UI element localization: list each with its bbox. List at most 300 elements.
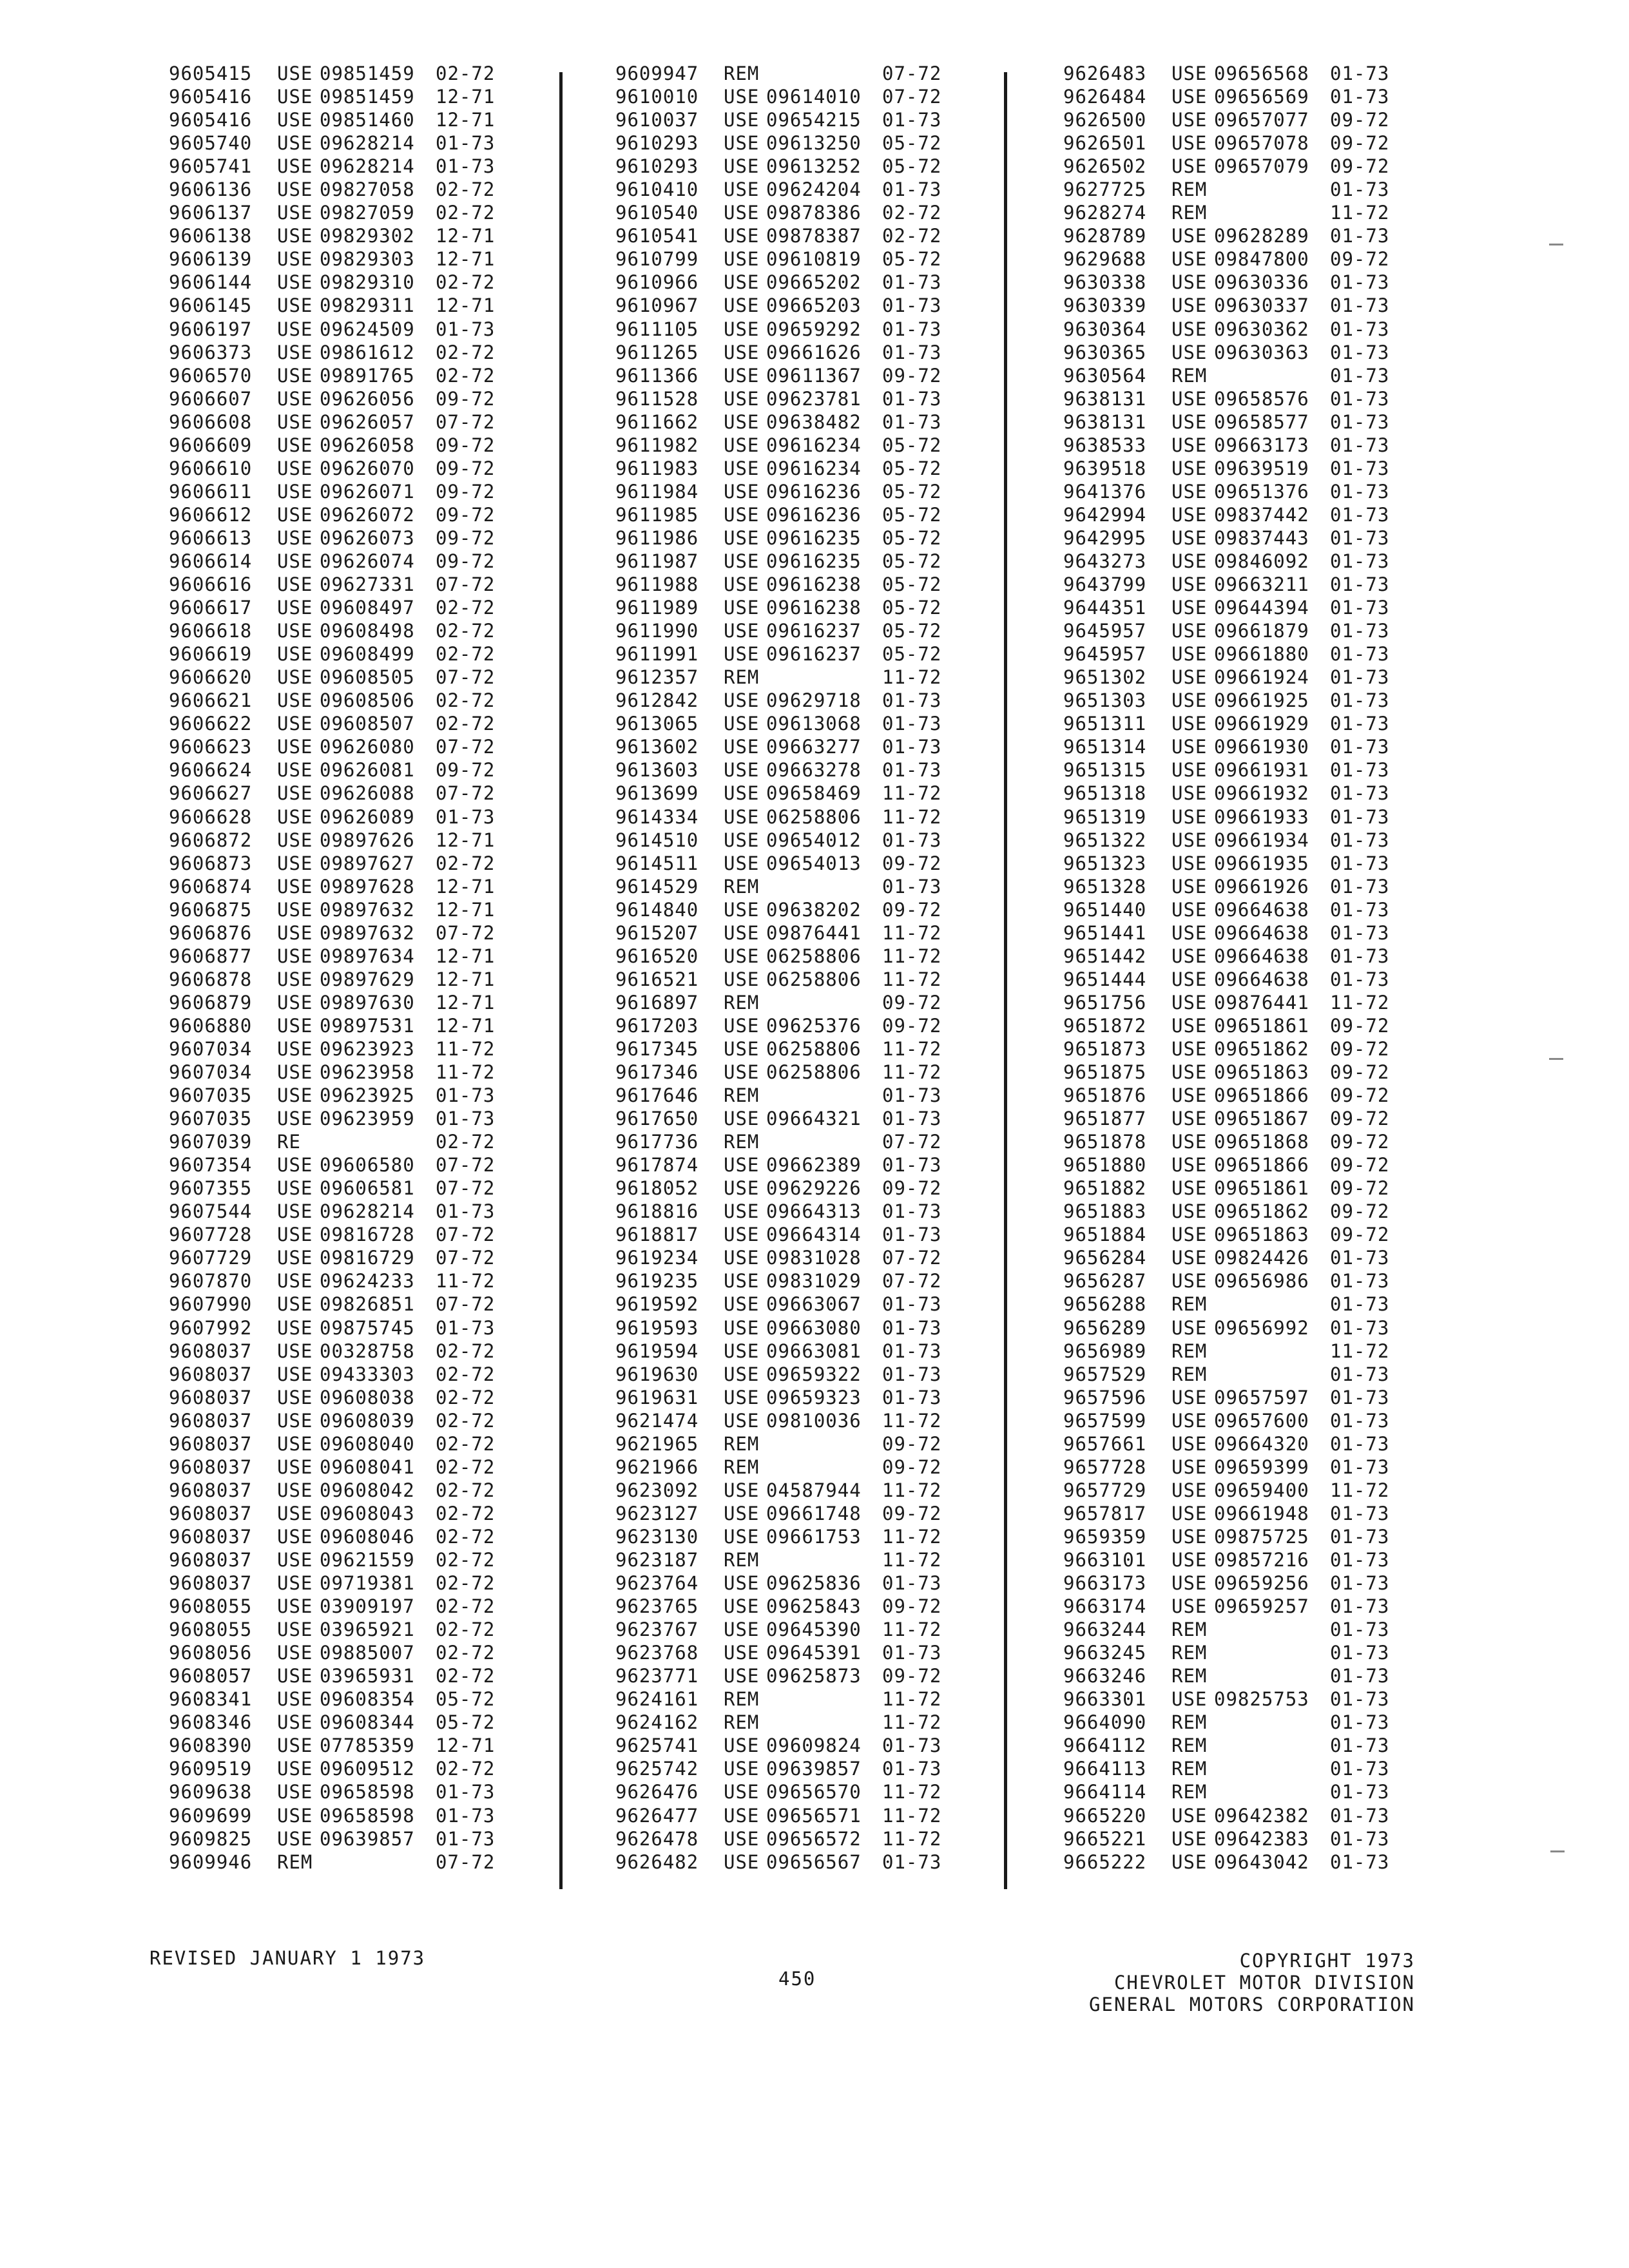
replacement-number: 09897627 [320, 852, 415, 874]
action-code: USE [277, 1804, 313, 1827]
part-number: 9608037 [169, 1386, 253, 1408]
replacement-number: 09878387 [766, 225, 862, 247]
action-code: USE [1171, 1247, 1208, 1269]
parts-row [1063, 596, 1401, 619]
parts-row [615, 224, 953, 247]
part-number: 9606607 [169, 387, 253, 410]
parts-row [615, 1037, 953, 1061]
action-code: RE [277, 1131, 301, 1153]
effective-date: 11-72 [882, 782, 942, 805]
parts-row [1063, 712, 1401, 735]
effective-date: 02-72 [436, 1642, 496, 1664]
effective-date: 12-71 [436, 829, 496, 851]
margin-mark [1549, 1058, 1563, 1060]
part-number: 9606875 [169, 898, 253, 921]
effective-date: 09-72 [1330, 1154, 1390, 1177]
parts-row [169, 247, 506, 271]
part-number: 9623767 [615, 1619, 699, 1641]
action-code: USE [1171, 550, 1208, 572]
action-code: USE [724, 1409, 760, 1432]
effective-date: 11-72 [1330, 1340, 1390, 1362]
part-number: 9606877 [169, 945, 253, 967]
replacement-number: 09651863 [1214, 1224, 1309, 1246]
effective-date: 01-73 [1330, 852, 1390, 874]
parts-row [1063, 1107, 1401, 1130]
effective-date: 07-72 [436, 1247, 496, 1269]
replacement-number: 09663067 [766, 1293, 862, 1316]
part-number: 9663245 [1063, 1642, 1147, 1664]
parts-row [615, 735, 953, 758]
action-code: USE [1171, 1595, 1208, 1618]
replacement-number: 09658598 [320, 1781, 415, 1803]
part-number: 9607992 [169, 1316, 253, 1339]
parts-row [615, 1014, 953, 1037]
action-code: USE [277, 1456, 313, 1478]
action-code: USE [1171, 410, 1208, 433]
part-number: 9651323 [1063, 852, 1147, 874]
part-number: 9611265 [615, 341, 699, 363]
parts-row [1063, 1153, 1401, 1177]
effective-date: 12-71 [436, 86, 496, 108]
effective-date: 09-72 [1330, 1037, 1390, 1060]
part-number: 9626478 [615, 1827, 699, 1850]
action-code: USE [724, 1781, 760, 1803]
parts-row [169, 945, 506, 968]
effective-date: 09-72 [882, 1456, 942, 1478]
part-number: 9651442 [1063, 945, 1147, 967]
effective-date: 01-73 [1330, 759, 1390, 782]
replacement-number: 09656992 [1214, 1316, 1309, 1339]
action-code: USE [1171, 271, 1208, 294]
replacement-number: 09664314 [766, 1224, 862, 1246]
action-code: USE [277, 782, 313, 805]
action-code: USE [277, 1014, 313, 1037]
part-number: 9657729 [1063, 1479, 1147, 1501]
action-code: USE [277, 875, 313, 898]
action-code: USE [1171, 480, 1208, 503]
replacement-number: 09656569 [1214, 86, 1309, 108]
parts-row [169, 689, 506, 712]
action-code: USE [724, 550, 760, 572]
replacement-number: 09616238 [766, 573, 862, 596]
parts-row [169, 1850, 506, 1874]
effective-date: 09-72 [882, 1014, 942, 1037]
parts-row [169, 1827, 506, 1850]
parts-row [169, 1293, 506, 1316]
replacement-number: 09837443 [1214, 526, 1309, 549]
action-code: USE [724, 155, 760, 178]
parts-row [1063, 642, 1401, 666]
parts-row [169, 1107, 506, 1130]
parts-row [615, 689, 953, 712]
effective-date: 07-72 [882, 62, 942, 84]
action-code: USE [277, 1549, 313, 1571]
action-code: USE [277, 921, 313, 944]
part-number: 9607035 [169, 1084, 253, 1107]
parts-row [615, 526, 953, 550]
parts-row [1063, 131, 1401, 155]
replacement-number: 09878386 [766, 202, 862, 224]
effective-date: 01-73 [436, 132, 496, 155]
action-code: USE [1171, 1479, 1208, 1501]
replacement-number: 09663080 [766, 1316, 862, 1339]
part-number: 9611986 [615, 526, 699, 549]
replacement-number: 09624233 [320, 1270, 415, 1293]
part-number: 9642995 [1063, 526, 1147, 549]
effective-date: 01-73 [1330, 1409, 1390, 1432]
effective-date: 01-73 [882, 1293, 942, 1316]
action-code: USE [724, 109, 760, 131]
replacement-number: 09659256 [1214, 1572, 1309, 1595]
part-number: 9623092 [615, 1479, 699, 1501]
action-code: USE [277, 155, 313, 178]
parts-row [169, 526, 506, 550]
action-code: USE [277, 666, 313, 689]
effective-date: 11-72 [1330, 202, 1390, 224]
action-code: USE [724, 689, 760, 712]
replacement-number: 09661931 [1214, 759, 1309, 782]
effective-date: 02-72 [882, 202, 942, 224]
action-code: USE [1171, 1386, 1208, 1408]
part-number: 9609638 [169, 1781, 253, 1803]
replacement-number: 09810036 [766, 1409, 862, 1432]
part-number: 9619631 [615, 1386, 699, 1408]
replacement-number: 09661929 [1214, 713, 1309, 735]
parts-row [615, 1246, 953, 1269]
effective-date: 01-73 [1330, 1270, 1390, 1293]
replacement-number: 09897531 [320, 1014, 415, 1037]
part-number: 9657596 [1063, 1386, 1147, 1408]
part-number: 9663244 [1063, 1619, 1147, 1641]
part-number: 9614511 [615, 852, 699, 874]
action-code: USE [724, 1014, 760, 1037]
replacement-number: 09608039 [320, 1409, 415, 1432]
action-code: REM [1171, 1619, 1208, 1641]
part-number: 9651319 [1063, 805, 1147, 828]
parts-row [169, 85, 506, 108]
effective-date: 11-72 [882, 666, 942, 689]
replacement-number: 09661935 [1214, 852, 1309, 874]
part-number: 9613065 [615, 713, 699, 735]
part-number: 9621965 [615, 1432, 699, 1455]
action-code: USE [277, 991, 313, 1014]
replacement-number: 09663278 [766, 759, 862, 782]
replacement-number: 09663173 [1214, 434, 1309, 456]
replacement-number: 09621559 [320, 1549, 415, 1571]
action-code: USE [277, 1758, 313, 1780]
replacement-number: 06258806 [766, 968, 862, 990]
effective-date: 12-71 [436, 248, 496, 271]
effective-date: 05-72 [436, 1711, 496, 1734]
action-code: USE [724, 852, 760, 874]
effective-date: 01-73 [436, 1804, 496, 1827]
effective-date: 01-73 [1330, 480, 1390, 503]
replacement-number: 09608507 [320, 713, 415, 735]
action-code: USE [277, 503, 313, 526]
effective-date: 07-72 [436, 410, 496, 433]
part-number: 9607728 [169, 1224, 253, 1246]
replacement-number: 09606580 [320, 1154, 415, 1177]
part-number: 9651311 [1063, 713, 1147, 735]
effective-date: 05-72 [882, 155, 942, 178]
part-number: 9606197 [169, 318, 253, 340]
action-code: REM [1171, 1665, 1208, 1687]
action-code: USE [277, 1200, 313, 1223]
replacement-number: 09651863 [1214, 1061, 1309, 1084]
parts-row [615, 410, 953, 434]
parts-row [1063, 1618, 1401, 1641]
replacement-number: 09662389 [766, 1154, 862, 1177]
action-code: USE [1171, 1131, 1208, 1153]
part-number: 9610966 [615, 271, 699, 294]
part-number: 9651440 [1063, 898, 1147, 921]
replacement-number: 09627331 [320, 573, 415, 596]
parts-row [169, 921, 506, 945]
action-code: USE [1171, 666, 1208, 689]
replacement-number: 09616237 [766, 643, 862, 666]
part-number: 9651883 [1063, 1200, 1147, 1223]
replacement-number: 09639857 [766, 1758, 862, 1780]
action-code: USE [724, 898, 760, 921]
replacement-number: 09630337 [1214, 294, 1309, 317]
part-number: 9609519 [169, 1758, 253, 1780]
part-number: 9611991 [615, 643, 699, 666]
copyright-block [1089, 1950, 1415, 2015]
parts-row [1063, 805, 1401, 829]
part-number: 9619593 [615, 1316, 699, 1339]
effective-date: 11-72 [882, 1525, 942, 1548]
part-number: 9619234 [615, 1247, 699, 1269]
action-code: USE [277, 597, 313, 619]
effective-date: 07-72 [436, 782, 496, 805]
parts-row [615, 1850, 953, 1874]
action-code: USE [1171, 597, 1208, 619]
part-number: 9663174 [1063, 1595, 1147, 1618]
part-number: 9606872 [169, 829, 253, 851]
effective-date: 01-73 [1330, 1619, 1390, 1641]
parts-row [615, 898, 953, 921]
action-code: USE [277, 1619, 313, 1641]
effective-date: 01-73 [882, 1200, 942, 1223]
action-code: USE [724, 248, 760, 271]
action-code: REM [1171, 1642, 1208, 1664]
effective-date: 05-72 [882, 457, 942, 479]
part-number: 9607039 [169, 1131, 253, 1153]
parts-row [615, 1525, 953, 1548]
effective-date: 05-72 [882, 620, 942, 642]
part-number: 9623127 [615, 1502, 699, 1524]
part-number: 9606624 [169, 759, 253, 782]
effective-date: 05-72 [882, 132, 942, 155]
revision-date: REVISED JANUARY 1 1973 [149, 1947, 426, 1969]
replacement-number: 09639857 [320, 1827, 415, 1850]
replacement-number: 09826851 [320, 1293, 415, 1316]
action-code: USE [277, 294, 313, 317]
action-code: REM [1171, 1363, 1208, 1385]
parts-row [615, 1061, 953, 1084]
effective-date: 01-73 [1330, 643, 1390, 666]
action-code: USE [277, 86, 313, 108]
action-code: USE [1171, 713, 1208, 735]
action-code: USE [724, 1502, 760, 1524]
parts-row [169, 1363, 506, 1386]
replacement-number: 09651866 [1214, 1154, 1309, 1177]
part-number: 9651882 [1063, 1177, 1147, 1200]
parts-row [1063, 1130, 1401, 1153]
action-code: USE [277, 1781, 313, 1803]
action-code: REM [1171, 1711, 1208, 1734]
effective-date: 05-72 [882, 503, 942, 526]
parts-row [1063, 875, 1401, 898]
action-code: REM [724, 1456, 760, 1478]
replacement-number: 09651867 [1214, 1108, 1309, 1130]
replacement-number: 09665203 [766, 294, 862, 317]
parts-row [1063, 108, 1401, 131]
parts-row [169, 1177, 506, 1200]
replacement-number: 09659257 [1214, 1595, 1309, 1618]
effective-date: 02-72 [436, 597, 496, 619]
action-code: USE [1171, 1850, 1208, 1873]
part-number: 9638131 [1063, 387, 1147, 410]
replacement-number: 09897634 [320, 945, 415, 967]
effective-date: 01-73 [1330, 1688, 1390, 1711]
part-number: 9610540 [615, 202, 699, 224]
effective-date: 05-72 [882, 526, 942, 549]
parts-row [615, 1293, 953, 1316]
replacement-number: 09663211 [1214, 573, 1309, 596]
part-number: 9629688 [1063, 248, 1147, 271]
replacement-number: 07785359 [320, 1735, 415, 1757]
effective-date: 09-72 [882, 1665, 942, 1687]
action-code: USE [277, 225, 313, 247]
part-number: 9623768 [615, 1642, 699, 1664]
action-code: USE [1171, 155, 1208, 178]
part-number: 9609825 [169, 1827, 253, 1850]
part-number: 9608037 [169, 1363, 253, 1385]
part-number: 9616521 [615, 968, 699, 990]
parts-row [615, 480, 953, 503]
action-code: USE [1171, 1177, 1208, 1200]
action-code: USE [724, 620, 760, 642]
effective-date: 05-72 [882, 434, 942, 456]
action-code: USE [277, 1827, 313, 1850]
part-number: 9614510 [615, 829, 699, 851]
effective-date: 02-72 [436, 1595, 496, 1618]
parts-row [615, 642, 953, 666]
replacement-number: 09608505 [320, 666, 415, 689]
replacement-number: 09643042 [1214, 1850, 1309, 1873]
effective-date: 07-72 [436, 736, 496, 758]
parts-row [1063, 1223, 1401, 1246]
action-code: USE [724, 713, 760, 735]
part-number: 9606617 [169, 597, 253, 619]
replacement-number: 09851460 [320, 109, 415, 131]
action-code: REM [1171, 178, 1208, 201]
part-number: 9606874 [169, 875, 253, 898]
replacement-number: 09630362 [1214, 318, 1309, 340]
parts-row [615, 619, 953, 642]
replacement-number: 09827059 [320, 202, 415, 224]
action-code: USE [724, 782, 760, 805]
effective-date: 09-72 [882, 1177, 942, 1200]
effective-date: 05-72 [882, 597, 942, 619]
action-code: USE [724, 434, 760, 456]
part-number: 9606609 [169, 434, 253, 456]
replacement-number: 09651861 [1214, 1014, 1309, 1037]
action-code: USE [1171, 945, 1208, 967]
effective-date: 02-72 [436, 1409, 496, 1432]
replacement-number: 09623958 [320, 1061, 415, 1084]
replacement-number: 09616234 [766, 434, 862, 456]
parts-row [169, 573, 506, 596]
effective-date: 11-72 [882, 1688, 942, 1711]
effective-date: 01-73 [1330, 1293, 1390, 1316]
parts-row [1063, 364, 1401, 387]
part-number: 9608037 [169, 1572, 253, 1595]
action-code: USE [724, 1572, 760, 1595]
effective-date: 01-73 [1330, 898, 1390, 921]
effective-date: 01-73 [882, 689, 942, 712]
parts-row [615, 596, 953, 619]
replacement-number: 09625843 [766, 1595, 862, 1618]
effective-date: 01-73 [1330, 1642, 1390, 1664]
replacement-number: 09847800 [1214, 248, 1309, 271]
replacement-number: 09656567 [766, 1850, 862, 1873]
parts-row [615, 1200, 953, 1223]
action-code: USE [1171, 1108, 1208, 1130]
action-code: USE [277, 759, 313, 782]
part-number: 9630339 [1063, 294, 1147, 317]
action-code: USE [724, 410, 760, 433]
parts-row [615, 1804, 953, 1827]
replacement-number: 09661925 [1214, 689, 1309, 712]
action-code: USE [277, 318, 313, 340]
parts-row [615, 852, 953, 875]
effective-date: 07-72 [436, 1224, 496, 1246]
parts-row [169, 387, 506, 410]
replacement-number: 09625376 [766, 1014, 862, 1037]
replacement-number: 09831029 [766, 1270, 862, 1293]
part-number: 9611984 [615, 480, 699, 503]
parts-row [615, 341, 953, 364]
part-number: 9617646 [615, 1084, 699, 1107]
effective-date: 02-72 [436, 1572, 496, 1595]
parts-row [1063, 1061, 1401, 1084]
replacement-number: 09661934 [1214, 829, 1309, 851]
effective-date: 09-72 [882, 1502, 942, 1524]
part-number: 9608037 [169, 1479, 253, 1501]
replacement-number: 09626057 [320, 410, 415, 433]
effective-date: 01-73 [1330, 1595, 1390, 1618]
part-number: 9663301 [1063, 1688, 1147, 1711]
action-code: USE [724, 178, 760, 201]
parts-row [169, 1757, 506, 1780]
part-number: 9607355 [169, 1177, 253, 1200]
effective-date: 01-73 [1330, 62, 1390, 84]
part-number: 9607354 [169, 1154, 253, 1177]
effective-date: 09-72 [882, 852, 942, 874]
parts-row [169, 1595, 506, 1618]
parts-row [169, 735, 506, 758]
effective-date: 07-72 [436, 921, 496, 944]
replacement-number: 09657600 [1214, 1409, 1309, 1432]
part-number: 9651756 [1063, 991, 1147, 1014]
effective-date: 11-72 [882, 1479, 942, 1501]
effective-date: 09-72 [436, 387, 496, 410]
effective-date: 02-72 [436, 1432, 496, 1455]
effective-date: 01-73 [882, 341, 942, 363]
part-number: 9656284 [1063, 1247, 1147, 1269]
